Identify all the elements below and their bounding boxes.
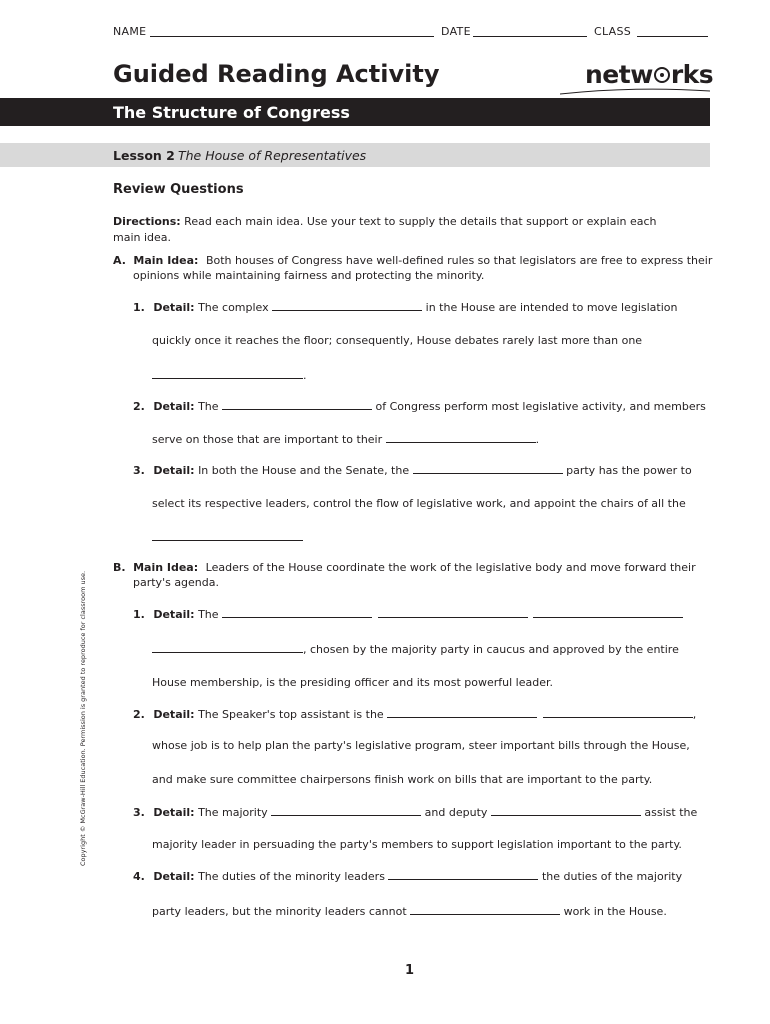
- answer-blank[interactable]: [543, 705, 693, 718]
- detail-a1: [133, 298, 678, 315]
- detail-text: assist the: [644, 806, 698, 819]
- detail-label: Detail:: [153, 708, 195, 721]
- detail-b3: [133, 803, 697, 820]
- directions-text-2: main idea.: [113, 231, 172, 244]
- detail-text: The: [198, 608, 219, 621]
- answer-blank[interactable]: [152, 366, 303, 379]
- detail-text: The complex: [198, 301, 269, 314]
- answer-blank[interactable]: [271, 803, 421, 816]
- chapter-bar: [0, 98, 710, 126]
- detail-text: The: [198, 400, 219, 413]
- detail-text: and deputy: [424, 806, 488, 819]
- detail-a1-line3: [152, 366, 307, 383]
- logo-text-end: rks: [670, 60, 714, 89]
- detail-a3-line3: [152, 528, 303, 545]
- detail-a2: [133, 397, 706, 414]
- answer-blank[interactable]: [386, 430, 536, 443]
- name-field[interactable]: [150, 36, 434, 37]
- detail-label: Detail:: [153, 400, 195, 413]
- answer-blank[interactable]: [272, 298, 422, 311]
- answer-blank[interactable]: [491, 803, 641, 816]
- detail-text: The majority: [198, 806, 268, 819]
- main-idea-a-label: Main Idea:: [133, 254, 199, 267]
- logo-swoosh-icon: [560, 88, 710, 96]
- page-title: Guided Reading Activity: [113, 60, 440, 88]
- detail-text: of Congress perform most legislative activity, and members: [375, 400, 706, 413]
- detail-number: 3.: [133, 806, 145, 819]
- detail-number: 1.: [133, 301, 145, 314]
- detail-a2-line2: [152, 430, 539, 447]
- main-idea-b: [113, 560, 696, 575]
- detail-label: Detail:: [153, 608, 195, 621]
- main-idea-a-text-2: opinions while maintaining fairness and protecting the minority.: [133, 269, 485, 282]
- date-label: DATE: [441, 25, 471, 38]
- detail-text: work in the House.: [563, 905, 667, 918]
- answer-blank[interactable]: [387, 705, 537, 718]
- detail-number: 3.: [133, 464, 145, 477]
- detail-text: The Speaker's top assistant is the: [198, 708, 384, 721]
- detail-text: party has the power to: [566, 464, 692, 477]
- detail-label: Detail:: [153, 870, 195, 883]
- main-idea-b-text-2: party's agenda.: [133, 576, 220, 589]
- main-idea-b-text: Leaders of the House coordinate the work of the legislative body and move forward their: [205, 561, 696, 574]
- detail-a1-line2: quickly once it reaches the floor; consequently, House debates rarely last more than one: [152, 334, 643, 347]
- detail-b2: [133, 705, 696, 722]
- main-idea-b-label: Main Idea:: [133, 561, 199, 574]
- class-label: CLASS: [594, 25, 632, 38]
- detail-label: Detail:: [153, 806, 195, 819]
- detail-text: in the House are intended to move legislation: [425, 301, 678, 314]
- detail-text: .: [535, 433, 540, 446]
- answer-blank[interactable]: [152, 528, 303, 541]
- main-idea-a-marker: A.: [113, 254, 126, 267]
- directions-text: Read each main idea. Use your text to supply the details that support or explain each: [184, 215, 657, 228]
- answer-blank[interactable]: [413, 461, 563, 474]
- detail-text: , chosen by the majority party in caucus and approved by the entire: [303, 643, 679, 656]
- main-idea-a-text: Both houses of Congress have well-defined rules so that legislators are free to express their: [205, 254, 713, 267]
- lesson-bar: [0, 143, 710, 167]
- answer-blank[interactable]: [378, 605, 528, 618]
- chapter-title: The Structure of Congress: [113, 103, 350, 122]
- logo-text-start: netw: [585, 60, 653, 89]
- main-idea-b-marker: B.: [113, 561, 126, 574]
- detail-number: 2.: [133, 708, 145, 721]
- detail-b4: [133, 867, 682, 884]
- answer-blank[interactable]: [152, 640, 303, 653]
- detail-a3-line2: select its respective leaders, control the flow of legislative work, and appoint the chairs of all the: [152, 497, 686, 510]
- class-field[interactable]: [637, 36, 708, 37]
- answer-blank[interactable]: [410, 902, 560, 915]
- detail-b2-line3: and make sure committee chairpersons finish work on bills that are important to the party.: [152, 773, 653, 786]
- answer-blank[interactable]: [533, 605, 683, 618]
- detail-text: serve on those that are important to their: [152, 433, 383, 446]
- detail-text: .: [303, 369, 307, 382]
- detail-text: the duties of the majority: [541, 870, 683, 883]
- detail-b4-line2: [152, 902, 667, 919]
- copyright-notice: Copyright © McGraw-Hill Education. Permission is granted to reproduce for classroom use.: [79, 570, 87, 866]
- detail-text: The duties of the minority leaders: [198, 870, 385, 883]
- detail-text: ,: [692, 708, 697, 721]
- main-idea-a: [113, 253, 712, 268]
- detail-label: Detail:: [153, 464, 195, 477]
- directions-label: Directions:: [113, 215, 181, 228]
- name-label: NAME: [113, 25, 147, 38]
- answer-blank[interactable]: [388, 867, 538, 880]
- directions: [113, 214, 657, 229]
- page-number: 1: [405, 963, 415, 978]
- detail-text: In both the House and the Senate, the: [198, 464, 410, 477]
- detail-b2-line2: whose job is to help plan the party's legislative program, steer important bills through the House,: [152, 739, 690, 752]
- section-title: Review Questions: [113, 182, 244, 197]
- detail-number: 1.: [133, 608, 145, 621]
- detail-b1-line2: [152, 640, 679, 657]
- lesson-label: Lesson 2: [113, 148, 175, 163]
- detail-a3: [133, 461, 692, 478]
- detail-b3-line2: majority leader in persuading the party's members to support legislation important to the party.: [152, 838, 682, 851]
- date-field[interactable]: [473, 36, 587, 37]
- detail-number: 2.: [133, 400, 145, 413]
- detail-label: Detail:: [153, 301, 195, 314]
- detail-number: 4.: [133, 870, 145, 883]
- detail-b1: [133, 605, 683, 622]
- globe-icon: [654, 67, 670, 83]
- detail-text: party leaders, but the minority leaders cannot: [152, 905, 407, 918]
- lesson-title: The House of Representatives: [178, 148, 367, 163]
- answer-blank[interactable]: [222, 397, 372, 410]
- detail-b1-line3: House membership, is the presiding officer and its most powerful leader.: [152, 676, 554, 689]
- networks-logo: [585, 60, 713, 89]
- answer-blank[interactable]: [222, 605, 372, 618]
